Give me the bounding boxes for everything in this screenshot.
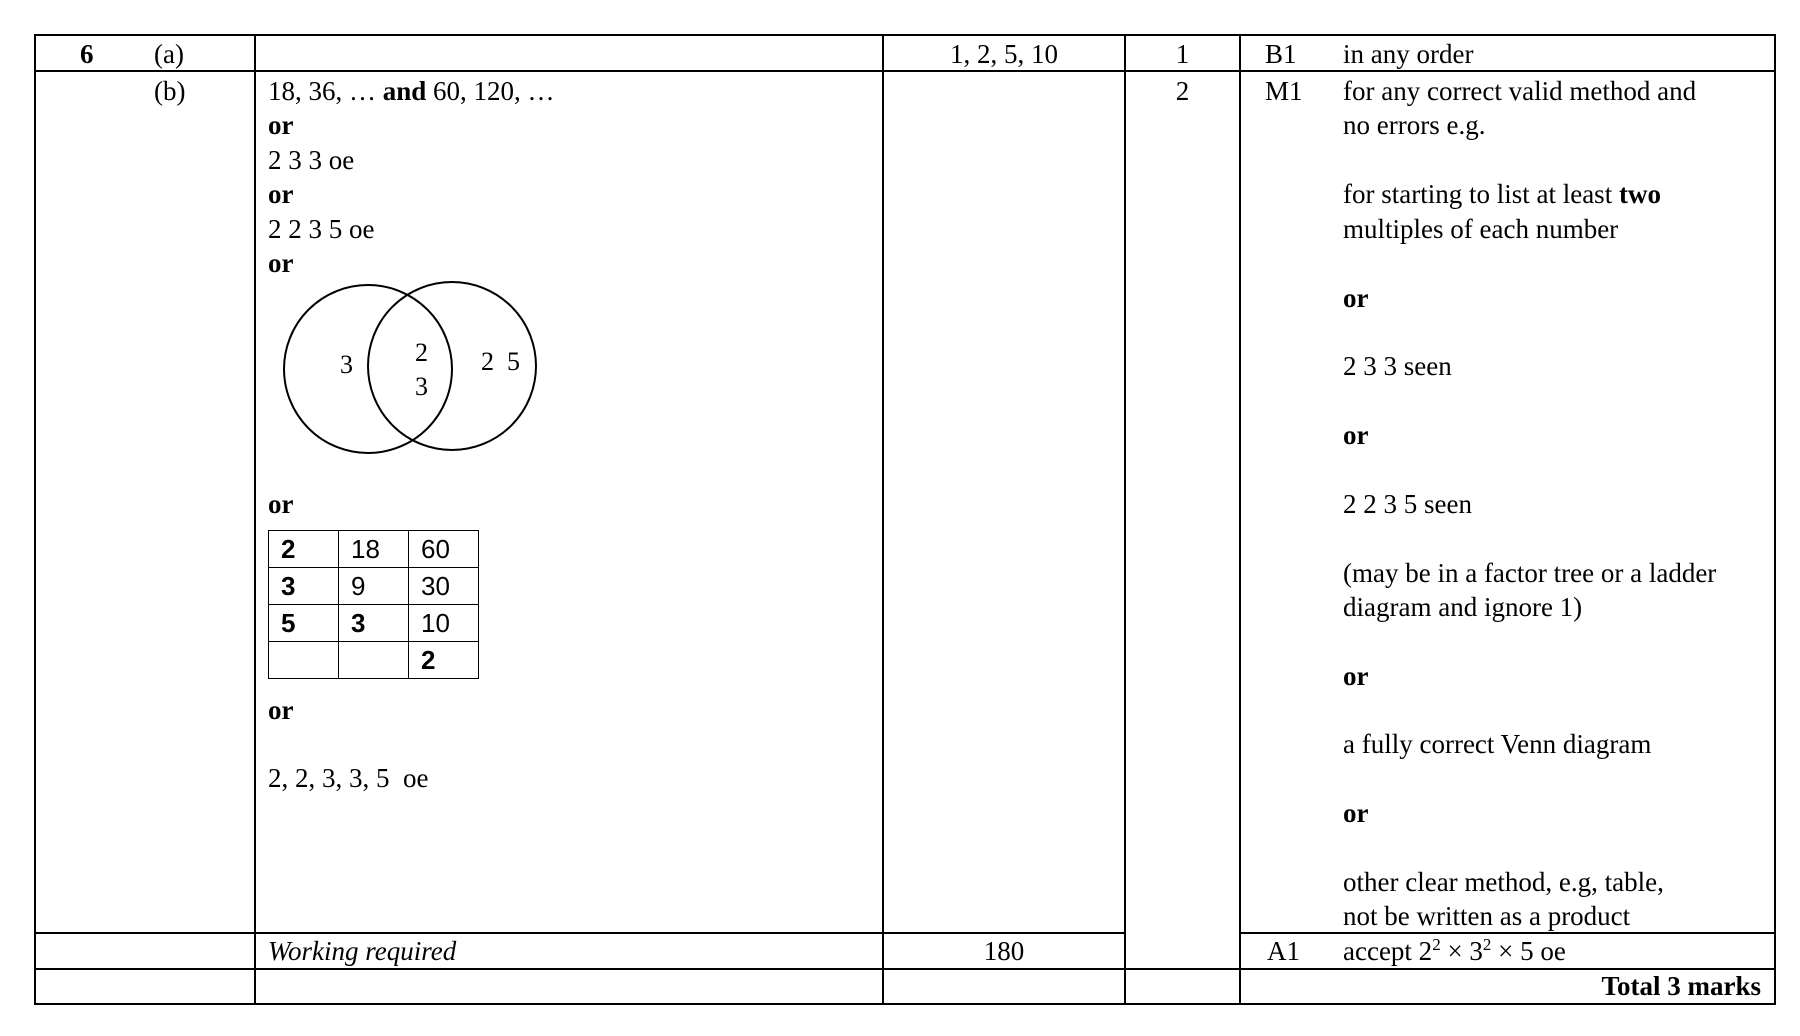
ladder-table bbox=[268, 530, 479, 679]
final-code: A1 bbox=[1267, 936, 1300, 966]
final-answer: 180 bbox=[983, 936, 1025, 966]
venn-diagram bbox=[270, 272, 580, 462]
ladder-cell: 30 bbox=[409, 568, 479, 605]
venn-left-only: 3 bbox=[340, 350, 353, 379]
working-or-5: or bbox=[268, 695, 294, 725]
ladder-cell: 9 bbox=[339, 568, 409, 605]
ladder-cell bbox=[269, 642, 339, 679]
col-divider-3 bbox=[1124, 34, 1126, 1005]
note-or-4: or bbox=[1343, 798, 1369, 828]
working-or-4: or bbox=[268, 489, 294, 519]
ladder-cell: 2 bbox=[269, 531, 339, 568]
col-divider-1 bbox=[254, 34, 256, 1005]
part-a-mark: 1 bbox=[1175, 39, 1190, 69]
working-or-3: or bbox=[268, 248, 294, 278]
part-a-note: in any order bbox=[1343, 39, 1474, 69]
ladder-row bbox=[269, 568, 479, 605]
note-valid-method-2: no errors e.g. bbox=[1343, 110, 1486, 140]
ladder-cell: 10 bbox=[409, 605, 479, 642]
note-listing-1: for starting to list at least two bbox=[1343, 179, 1661, 209]
part-a-label: (a) bbox=[154, 39, 184, 69]
venn-overlap-bottom: 3 bbox=[415, 372, 428, 401]
note-venn: a fully correct Venn diagram bbox=[1343, 729, 1652, 759]
ladder-cell: 3 bbox=[269, 568, 339, 605]
total-marks: Total 3 marks bbox=[1601, 971, 1761, 1001]
ladder-cell: 18 bbox=[339, 531, 409, 568]
working-multiples-line: 18, 36, … and 60, 120, … bbox=[268, 76, 555, 106]
note-or-1: or bbox=[1343, 283, 1369, 313]
table-border-top bbox=[34, 34, 1776, 36]
ladder-row bbox=[269, 642, 479, 679]
note-233-seen: 2 3 3 seen bbox=[1343, 351, 1452, 381]
part-a-answer: 1, 2, 5, 10 bbox=[950, 39, 1058, 69]
ladder-cell: 2 bbox=[409, 642, 479, 679]
part-b-label: (b) bbox=[154, 76, 186, 106]
table-border-bottom bbox=[34, 1003, 1776, 1005]
note-factor-tree-2: diagram and ignore 1) bbox=[1343, 592, 1583, 622]
part-b-code: M1 bbox=[1265, 76, 1303, 106]
working-or-2: or bbox=[268, 179, 294, 209]
col-divider-5 bbox=[1774, 34, 1776, 1005]
part-b-mark: 2 bbox=[1175, 76, 1190, 106]
ladder-cell bbox=[339, 642, 409, 679]
note-valid-method-1: for any correct valid method and bbox=[1343, 76, 1697, 106]
note-or-3: or bbox=[1343, 661, 1369, 691]
ladder-cell: 60 bbox=[409, 531, 479, 568]
note-2235-seen: 2 2 3 5 seen bbox=[1343, 489, 1472, 519]
ladder-row bbox=[269, 531, 479, 568]
working-factors-60: 2 2 3 5 oe bbox=[268, 214, 375, 244]
working-or-1: or bbox=[268, 110, 294, 140]
col-divider-4 bbox=[1239, 34, 1241, 1005]
venn-right-only: 2 5 bbox=[481, 347, 520, 376]
note-factor-tree-1: (may be in a factor tree or a ladder bbox=[1343, 558, 1717, 588]
venn-overlap-top: 2 bbox=[415, 338, 428, 367]
col-divider-2 bbox=[882, 34, 884, 1005]
ladder-row bbox=[269, 605, 479, 642]
note-or-2: or bbox=[1343, 420, 1369, 450]
working-factors-18: 2 3 3 oe bbox=[268, 145, 355, 175]
working-prime-list: 2, 2, 3, 3, 5 oe bbox=[268, 763, 429, 793]
ladder-cell: 3 bbox=[339, 605, 409, 642]
note-other-method-1: other clear method, e.g, table, bbox=[1343, 867, 1664, 897]
working-required: Working required bbox=[268, 936, 457, 966]
part-a-code: B1 bbox=[1265, 39, 1297, 69]
note-other-method-2: not be written as a product bbox=[1343, 901, 1631, 931]
note-listing-2: multiples of each number bbox=[1343, 214, 1619, 244]
question-number: 6 bbox=[80, 39, 94, 69]
final-accept-note: accept $2^2 \times 3^2 \times 5$ oe bbox=[1343, 935, 1566, 966]
ladder-cell: 5 bbox=[269, 605, 339, 642]
col-divider-0 bbox=[34, 34, 36, 1005]
